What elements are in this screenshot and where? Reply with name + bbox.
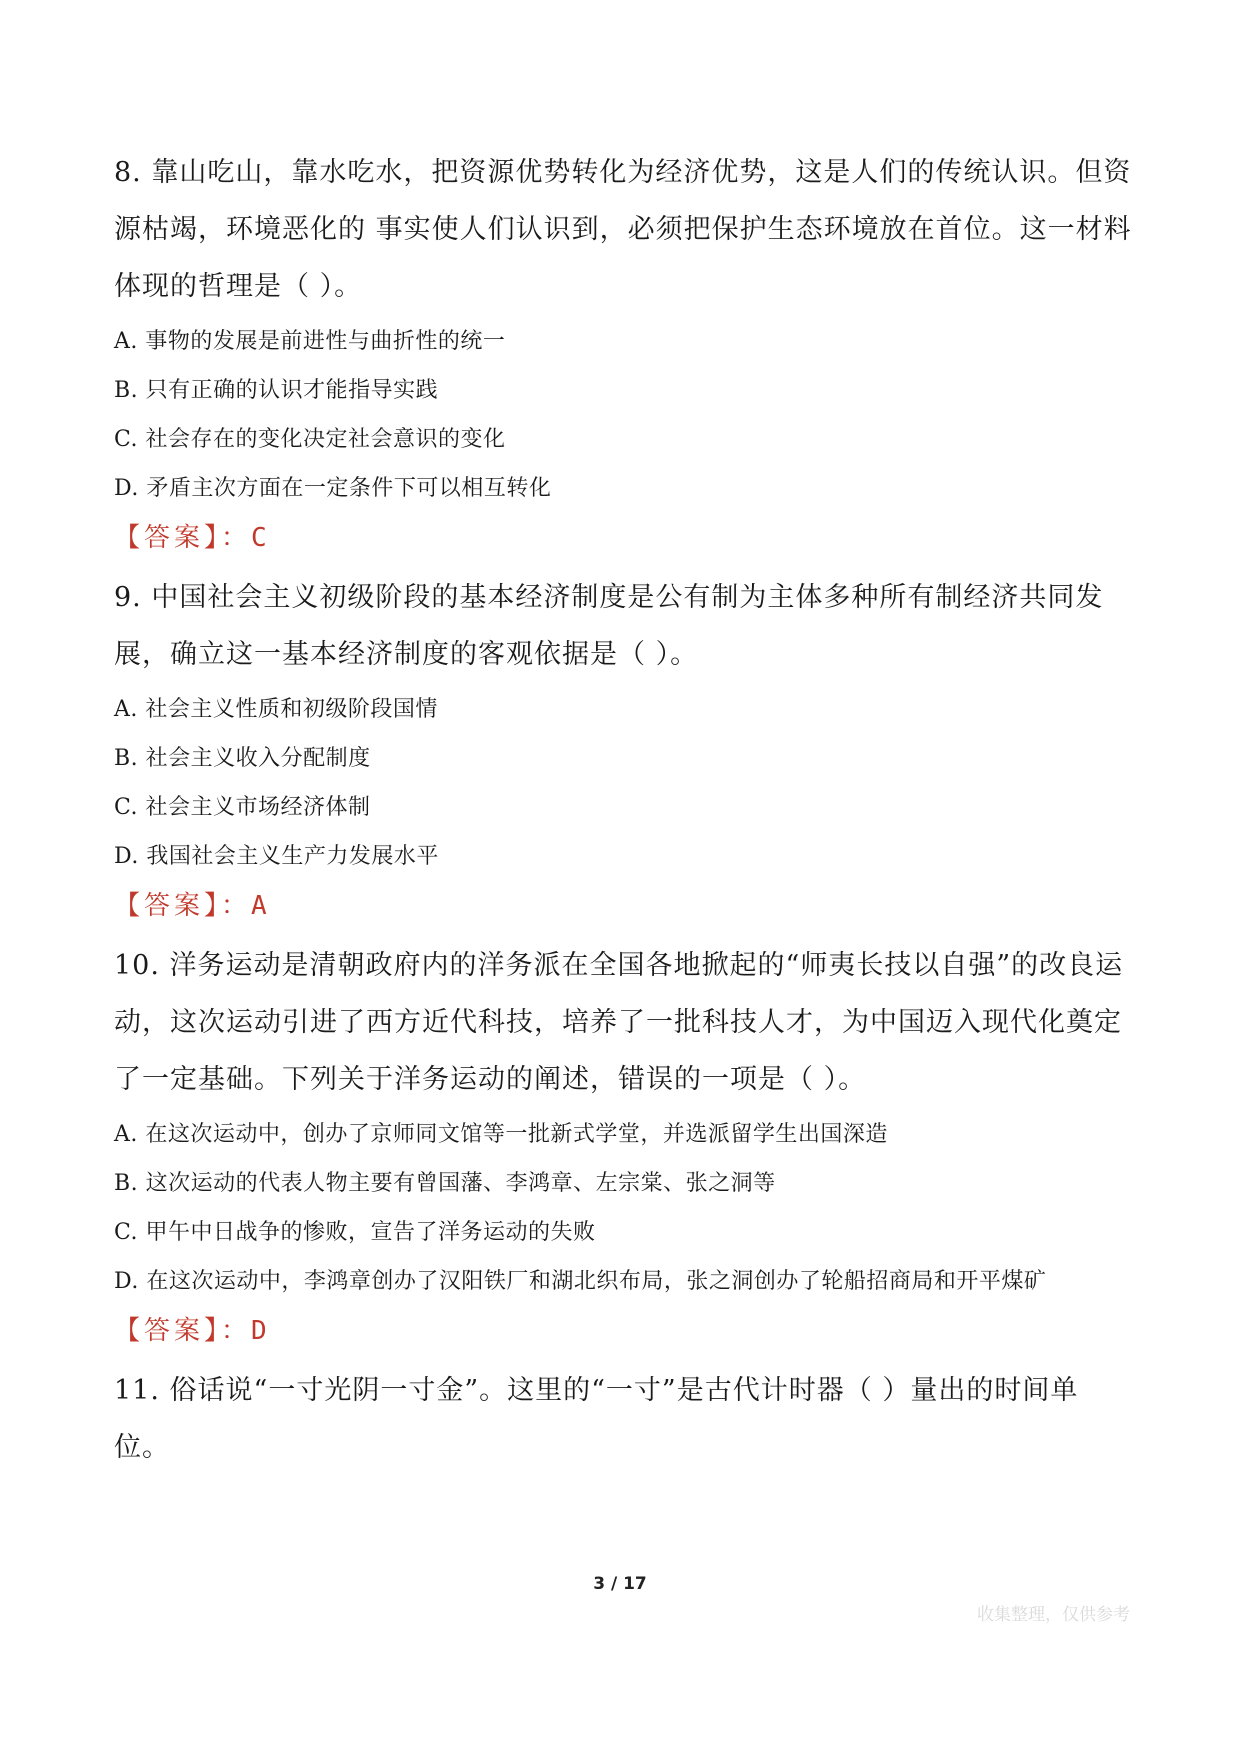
answer-label: 【答案】： (114, 523, 252, 553)
answer-value: A (251, 891, 267, 921)
question-10-option-c: C. 甲午中日战争的惨败，宣告了洋务运动的失败 (114, 1220, 596, 1245)
page-indicator: 3 / 17 (593, 1574, 647, 1594)
question-10-stem: 10. 洋务运动是清朝政府内的洋务派在全国各地掀起的“师夷长技以自强”的改良运动，这次运动引进了西方近代科技，培养了一批科技人才，为中国迈入现代化奠定了一定基础。下列关于洋务运动的阐述，错误的一项是（ ）。 (114, 950, 1124, 1095)
question-8-option-a: A. 事物的发展是前进性与曲折性的统一 (114, 329, 506, 354)
content-area (114, 144, 1134, 1476)
watermark: 收集整理，仅供参考 (977, 1605, 1130, 1625)
question-8-option-d: D. 矛盾主次方面在一定条件下可以相互转化 (114, 476, 552, 501)
answer-label: 【答案】： (114, 891, 252, 921)
question-9-option-c: C. 社会主义市场经济体制 (114, 795, 371, 820)
question-9-options (114, 685, 1134, 881)
question-10-option-a: A. 在这次运动中，创办了京师同文馆等一批新式学堂，并选派留学生出国深造 (114, 1122, 888, 1147)
answer-label: 【答案】： (114, 1316, 252, 1346)
question-9-option-a: A. 社会主义性质和初级阶段国情 (114, 697, 438, 722)
question-8-answer (114, 513, 1134, 563)
question-8-option-c: C. 社会存在的变化决定社会意识的变化 (114, 427, 506, 452)
question-10-option-b: B. 这次运动的代表人物主要有曾国藩、李鸿章、左宗棠、张之洞等 (114, 1171, 776, 1196)
question-9-option-b: B. 社会主义收入分配制度 (114, 746, 371, 771)
question-10-options (114, 1110, 1134, 1306)
question-8-option-b: B. 只有正确的认识才能指导实践 (114, 378, 439, 403)
question-11-stem: 11. 俗话说“一寸光阴一寸金”。这里的“一寸”是古代计时器（ ）量出的时间单位。 (114, 1375, 1079, 1463)
question-10-option-d: D. 在这次运动中，李鸿章创办了汉阳铁厂和湖北织布局，张之洞创办了轮船招商局和开平煤矿 (114, 1269, 1047, 1294)
answer-value: C (251, 523, 267, 553)
question-9-option-d: D. 我国社会主义生产力发展水平 (114, 844, 439, 869)
question-8-options (114, 317, 1134, 513)
answer-value: D (251, 1316, 267, 1346)
question-9-answer (114, 881, 1134, 931)
question-8-stem: 8. 靠山吃山，靠水吃水，把资源优势转化为经济优势，这是人们的传统认识。但资源枯竭，环境恶化的 事实使人们认识到，必须把保护生态环境放在首位。这一材料体现的哲理是（ ）。 (114, 157, 1132, 302)
question-9-stem: 9. 中国社会主义初级阶段的基本经济制度是公有制为主体多种所有制经济共同发展，确立这一基本经济制度的客观依据是（ ）。 (114, 582, 1104, 670)
question-10-answer (114, 1306, 1134, 1356)
